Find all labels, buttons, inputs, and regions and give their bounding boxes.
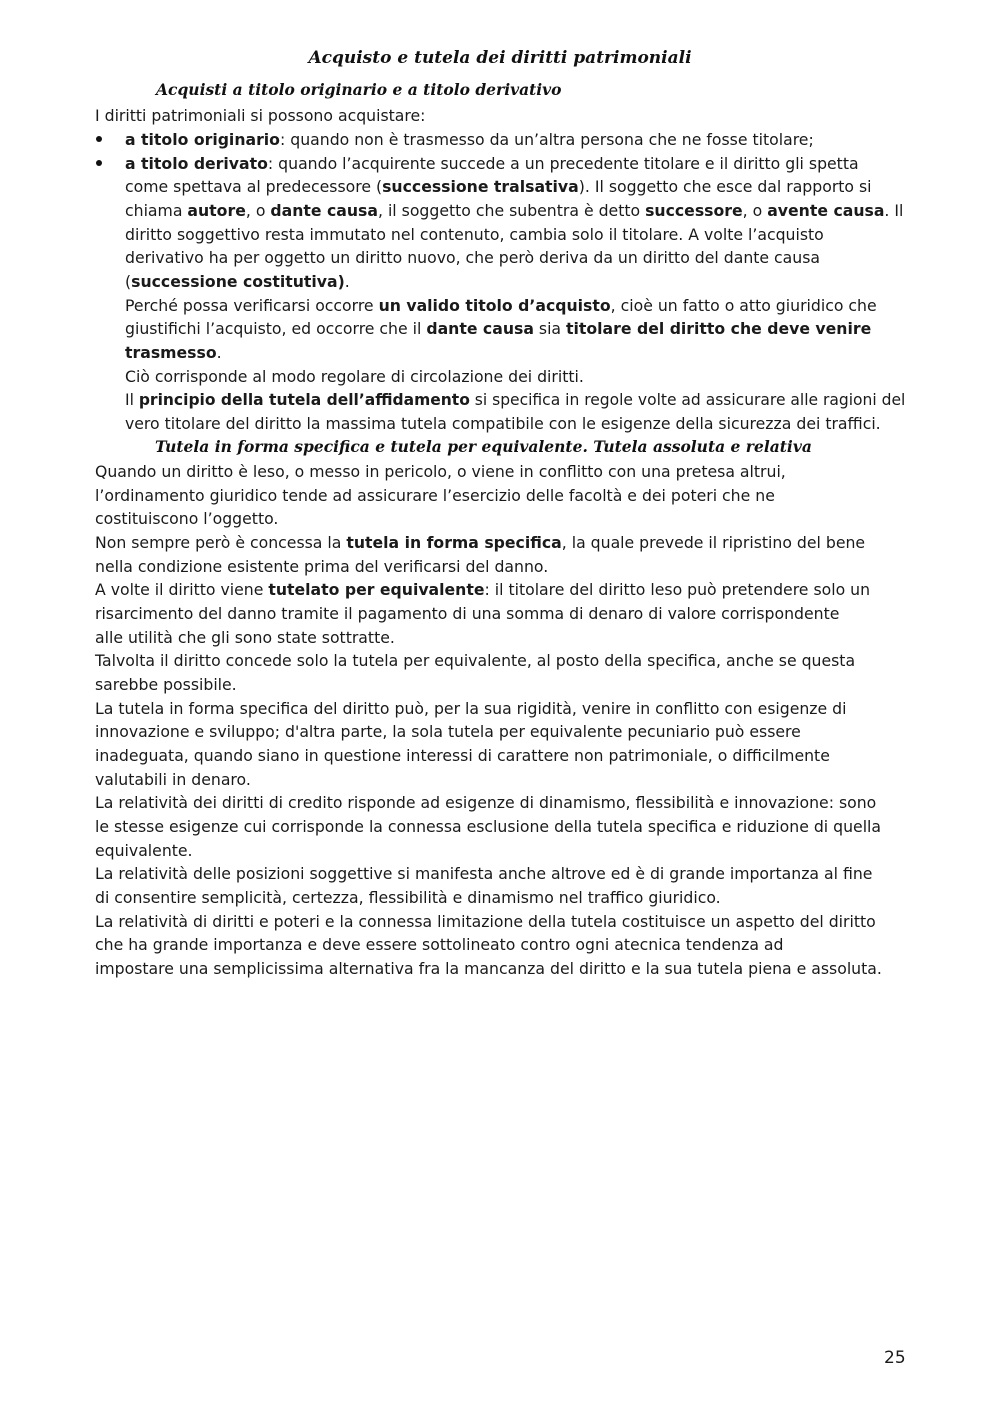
paragraph-line: giustifichi l’acquisto, ed occorre che il dante causa sia titolare del diritto che deve venire (125, 319, 872, 338)
bullet-line: a titolo derivato: quando l’acquirente succede a un precedente titolare e il diritto gli spetta (125, 154, 859, 173)
page-number: 25 (884, 1348, 906, 1368)
bullet-line: a titolo originario: quando non è trasmesso da un’altra persona che ne fosse titolare; (125, 130, 814, 149)
section-heading-tutela: Tutela in forma specifica e tutela per equivalente. Tutela assoluta e relativa (155, 437, 812, 456)
paragraph-line: La relatività di diritti e poteri e la connessa limitazione della tutela costituisce un aspetto del diritto (95, 912, 876, 931)
paragraph-line: (successione costitutiva). (125, 272, 350, 291)
paragraph-line: vero titolare del diritto la massima tutela compatibile con le esigenze della sicurezza dei traffici. (125, 414, 881, 433)
paragraph-line: La relatività delle posizioni soggettive si manifesta anche altrove ed è di grande importanza al fine (95, 864, 873, 883)
paragraph-line: chiama autore, o dante causa, il soggetto che subentra è detto successore, o avente causa. Il (125, 201, 904, 220)
paragraph-line: inadeguata, quando siano in questione interessi di carattere non patrimoniale, o difficilmente (95, 746, 830, 765)
paragraph-line: diritto soggettivo resta immutato nel contenuto, cambia solo il titolare. A volte l’acquisto (125, 225, 824, 244)
paragraph-line: alle utilità che gli sono state sottratte. (95, 628, 395, 647)
paragraph-line: I diritti patrimoniali si possono acquistare: (95, 106, 426, 125)
section-heading-acquisti: Acquisti a titolo originario e a titolo derivativo (156, 80, 562, 99)
paragraph-line: La relatività dei diritti di credito risponde ad esigenze di dinamismo, flessibilità e innovazione: sono (95, 793, 877, 812)
paragraph-line: A volte il diritto viene tutelato per equivalente: il titolare del diritto leso può pretendere solo un (95, 580, 871, 599)
paragraph-line: che ha grande importanza e deve essere sottolineato contro ogni atecnica tendenza ad (95, 935, 784, 954)
paragraph-line: Talvolta il diritto concede solo la tutela per equivalente, al posto della specifica, anche se questa (95, 651, 856, 670)
bullet-icon (96, 160, 102, 166)
paragraph-line: sarebbe possibile. (95, 675, 237, 694)
paragraph-line: valutabili in denaro. (95, 770, 251, 789)
paragraph-line: Perché possa verificarsi occorre un valido titolo d’acquisto, cioè un fatto o atto giuridico che (125, 296, 877, 315)
paragraph-line: innovazione e sviluppo; d'altra parte, la sola tutela per equivalente pecuniario può essere (95, 722, 801, 741)
bullet-icon (96, 136, 102, 142)
paragraph-line: le stesse esigenze cui corrisponde la connessa esclusione della tutela specifica e riduzione di quella (95, 817, 882, 836)
paragraph-line: l’ordinamento giuridico tende ad assicurare l’esercizio delle facoltà e dei poteri che ne (95, 486, 775, 505)
paragraph-line: come spettava al predecessore (successione tralsativa). Il soggetto che esce dal rapporto si (125, 177, 872, 196)
page-title: Acquisto e tutela dei diritti patrimoniali (308, 48, 692, 68)
paragraph-line: trasmesso. (125, 343, 222, 362)
paragraph-line: derivativo ha per oggetto un diritto nuovo, che però deriva da un diritto del dante causa (125, 248, 821, 267)
paragraph-line: Ciò corrisponde al modo regolare di circolazione dei diritti. (125, 367, 584, 386)
paragraph-line: impostare una semplicissima alternativa fra la mancanza del diritto e la sua tutela piena e assoluta. (95, 959, 882, 978)
paragraph-line: costituiscono l’oggetto. (95, 509, 279, 528)
paragraph-line: La tutela in forma specifica del diritto può, per la sua rigidità, venire in conflitto con esigenze di (95, 699, 847, 718)
paragraph-line: di consentire semplicità, certezza, flessibilità e dinamismo nel traffico giuridico. (95, 888, 721, 907)
paragraph-line: Quando un diritto è leso, o messo in pericolo, o viene in conflitto con una pretesa altrui, (95, 462, 786, 481)
paragraph-line: Il principio della tutela dell’affidamento si specifica in regole volte ad assicurare alle ragioni del (125, 390, 906, 409)
paragraph-line: equivalente. (95, 841, 193, 860)
paragraph-line: Non sempre però è concessa la tutela in forma specifica, la quale prevede il ripristino del bene (95, 533, 866, 552)
paragraph-line: risarcimento del danno tramite il pagamento di una somma di denaro di valore corrispondente (95, 604, 840, 623)
paragraph-line: nella condizione esistente prima del verificarsi del danno. (95, 557, 549, 576)
